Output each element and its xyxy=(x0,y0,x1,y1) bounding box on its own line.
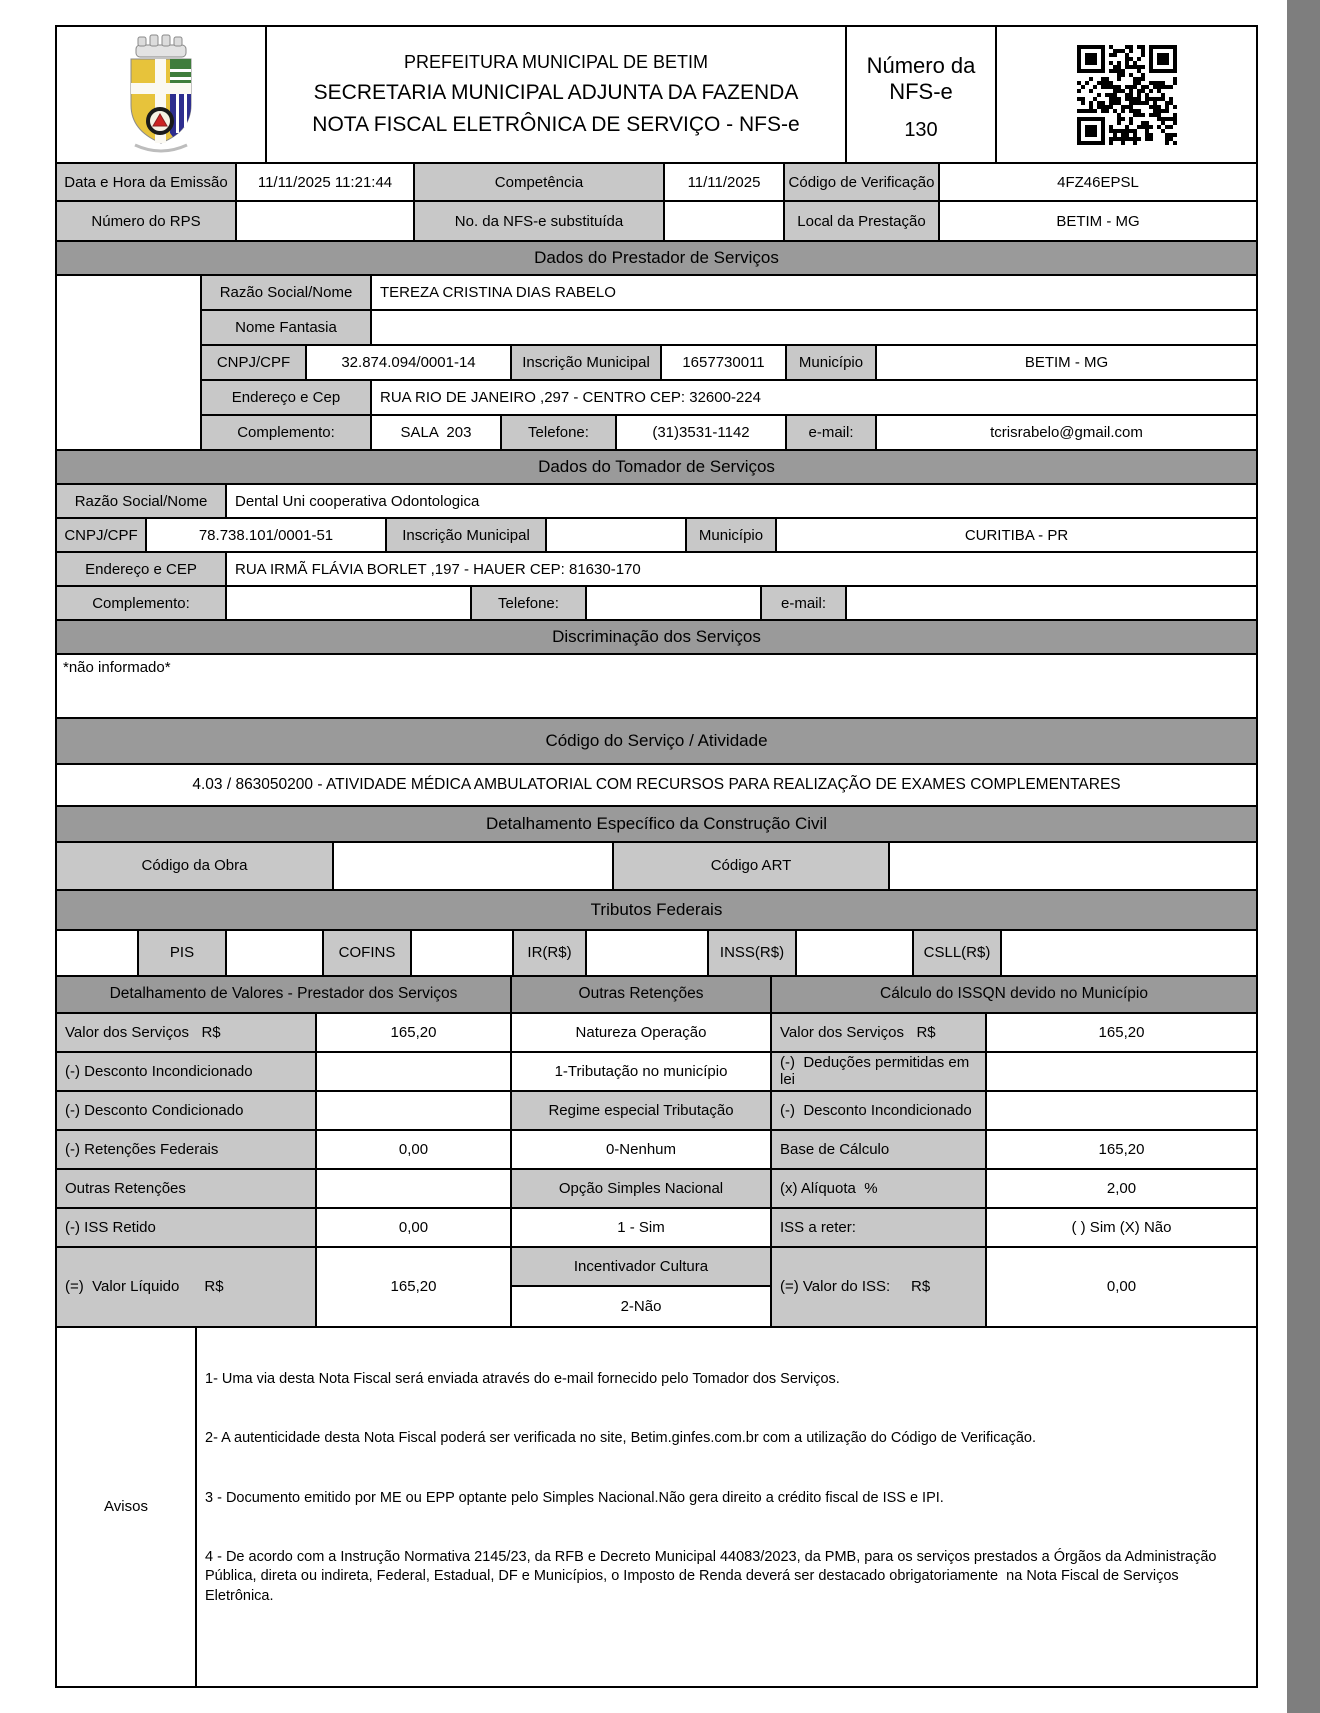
emission-date-label: Data e Hora da Emissão xyxy=(57,164,237,200)
tomador-cnpj-label: CNPJ/CPF xyxy=(57,519,147,551)
tomador-cnpj-row xyxy=(57,519,1256,553)
regime-especial-value: 0-Nenhum xyxy=(512,1131,770,1168)
codigo-art-label: Código ART xyxy=(614,843,890,889)
opcao-simples-value: 1 - Sim xyxy=(512,1209,770,1246)
valores-middle-column xyxy=(512,1014,772,1326)
prestador-endereco-label: Endereço e Cep xyxy=(202,381,372,414)
invoice-header xyxy=(57,27,1256,164)
deducoes-label: (-) Deduções permitidas em lei xyxy=(772,1053,987,1090)
inss-value xyxy=(797,931,912,975)
aviso-line: 3 - Documento emitido por ME ou EPP optante pelo Simples Nacional.Não gera direito a crédito fiscal de ISS e IPI. xyxy=(205,1489,944,1506)
tomador-im-label: Inscrição Municipal xyxy=(387,519,547,551)
prestador-telefone-value: (31)3531-1142 xyxy=(617,416,787,449)
codigo-obra-value xyxy=(334,843,614,889)
prestador-cnpj-label: CNPJ/CPF xyxy=(202,346,307,379)
desconto-condicionado-label: (-) Desconto Condicionado xyxy=(57,1092,317,1129)
valores-left-row xyxy=(57,1092,510,1131)
valores-header-left: Detalhamento de Valores - Prestador dos Serviços xyxy=(57,977,512,1012)
verification-code-label: Código de Verificação xyxy=(785,164,940,200)
rps-value xyxy=(237,202,415,240)
header-titles xyxy=(267,27,847,162)
prestador-razao-label: Razão Social/Nome xyxy=(202,276,372,309)
servico-code-value: 4.03 / 863050200 - ATIVIDADE MÉDICA AMBULATORIAL COM RECURSOS PARA REALIZAÇÃO DE EXAMES COMPLEMENTARES xyxy=(57,765,1256,805)
valores-right-row xyxy=(772,1170,1256,1209)
construcao-row xyxy=(57,843,1256,891)
tomador-telefone-value xyxy=(587,587,762,619)
qr-code xyxy=(1069,37,1185,153)
valores-body xyxy=(57,1014,1256,1328)
tomador-endereco-value: RUA IRMÃ FLÁVIA BORLET ,197 - HAUER CEP: 81630-170 xyxy=(227,553,1256,585)
tomador-im-value xyxy=(547,519,687,551)
retencoes-federais-value: 0,00 xyxy=(317,1131,510,1168)
rps-row xyxy=(57,202,1256,242)
betim-coat-of-arms-icon xyxy=(113,33,209,157)
avisos-row xyxy=(57,1328,1256,1686)
tributos-row xyxy=(57,931,1256,977)
local-prestacao-label: Local da Prestação xyxy=(785,202,940,240)
valor-liquido-value: 165,20 xyxy=(317,1248,510,1326)
nfse-number-label: Número da NFS-e xyxy=(866,53,982,104)
aliquota-value: 2,00 xyxy=(987,1170,1256,1207)
retencoes-federais-label: (-) Retenções Federais xyxy=(57,1131,317,1168)
valores-left-row xyxy=(57,1014,510,1053)
tomador-endereco-label: Endereço e CEP xyxy=(57,553,227,585)
issqn-desconto-label: (-) Desconto Incondicionado xyxy=(772,1092,987,1129)
valor-iss-value: 0,00 xyxy=(987,1248,1256,1326)
valores-left-column xyxy=(57,1014,512,1326)
iss-a-reter-value: ( ) Sim (X) Não xyxy=(987,1209,1256,1246)
valores-right-row xyxy=(772,1209,1256,1248)
base-calculo-value: 165,20 xyxy=(987,1131,1256,1168)
prestador-razao-value: TEREZA CRISTINA DIAS RABELO xyxy=(372,276,1256,309)
servico-code-row xyxy=(57,765,1256,807)
tomador-razao-label: Razão Social/Nome xyxy=(57,485,227,517)
tomador-cnpj-value: 78.738.101/0001-51 xyxy=(147,519,387,551)
issqn-valor-servicos-label: Valor dos Serviços R$ xyxy=(772,1014,987,1051)
valor-liquido-label: (=) Valor Líquido R$ xyxy=(57,1248,317,1326)
aliquota-label: (x) Alíquota % xyxy=(772,1170,987,1207)
issqn-desconto-value xyxy=(987,1092,1256,1129)
nfse-number-cell xyxy=(847,27,997,162)
prestador-fantasia-value xyxy=(372,311,1256,344)
tomador-complemento-label: Complemento: xyxy=(57,587,227,619)
emission-date-value: 11/11/2025 11:21:44 xyxy=(237,164,415,200)
deducoes-value xyxy=(987,1053,1256,1090)
prestador-im-label: Inscrição Municipal xyxy=(512,346,662,379)
substituted-nfse-label: No. da NFS-e substituída xyxy=(415,202,665,240)
prestador-cnpj-value: 32.874.094/0001-14 xyxy=(307,346,512,379)
valores-left-row xyxy=(57,1053,510,1092)
incentivador-cultura-label: Incentivador Cultura xyxy=(512,1248,770,1285)
tomador-razao-value: Dental Uni cooperativa Odontologica xyxy=(227,485,1256,517)
desconto-condicionado-value xyxy=(317,1092,510,1129)
cofins-label: COFINS xyxy=(322,931,412,975)
discriminacao-content: *não informado* xyxy=(57,655,1256,719)
tomador-email-value xyxy=(847,587,1256,619)
valores-right-row xyxy=(772,1248,1256,1326)
prestador-municipio-label: Município xyxy=(787,346,877,379)
servico-section-header: Código do Serviço / Atividade xyxy=(57,719,1256,765)
issqn-valor-servicos-value: 165,20 xyxy=(987,1014,1256,1051)
prestador-fantasia-row xyxy=(202,311,1256,346)
codigo-obra-label: Código da Obra xyxy=(57,843,334,889)
prestador-endereco-value: RUA RIO DE JANEIRO ,297 - CENTRO CEP: 32600-224 xyxy=(372,381,1256,414)
qr-cell xyxy=(997,27,1256,162)
discriminacao-section-header: Discriminação dos Serviços xyxy=(57,621,1256,655)
csll-label: CSLL(R$) xyxy=(912,931,1002,975)
document-title: NOTA FISCAL ELETRÔNICA DE SERVIÇO - NFS-e xyxy=(312,113,800,136)
regime-especial-label: Regime especial Tributação xyxy=(512,1092,770,1129)
prestador-endereco-row xyxy=(202,381,1256,416)
valores-left-row xyxy=(57,1248,510,1326)
pis-value xyxy=(227,931,322,975)
codigo-art-value xyxy=(890,843,1256,889)
prestador-email-value: tcrisrabelo@gmail.com xyxy=(877,416,1256,449)
inss-label: INSS(R$) xyxy=(707,931,797,975)
avisos-text xyxy=(197,1328,1256,1686)
tributos-section-header: Tributos Federais xyxy=(57,891,1256,931)
desconto-incondicionado-label: (-) Desconto Incondicionado xyxy=(57,1053,317,1090)
prestador-telefone-label: Telefone: xyxy=(502,416,617,449)
org-department: SECRETARIA MUNICIPAL ADJUNTA DA FAZENDA xyxy=(313,81,799,104)
ir-label: IR(R$) xyxy=(512,931,587,975)
viewer-right-gutter xyxy=(1287,0,1320,1713)
desconto-incondicionado-value xyxy=(317,1053,510,1090)
iss-a-reter-label: ISS a reter: xyxy=(772,1209,987,1246)
valores-left-row xyxy=(57,1170,510,1209)
valores-right-row xyxy=(772,1092,1256,1131)
local-prestacao-value: BETIM - MG xyxy=(940,202,1256,240)
valores-right-row xyxy=(772,1014,1256,1053)
base-calculo-label: Base de Cálculo xyxy=(772,1131,987,1168)
pis-label: PIS xyxy=(137,931,227,975)
tomador-complemento-value xyxy=(227,587,472,619)
valores-left-row xyxy=(57,1131,510,1170)
iss-retido-value: 0,00 xyxy=(317,1209,510,1246)
tomador-municipio-label: Município xyxy=(687,519,777,551)
prestador-im-value: 1657730011 xyxy=(662,346,787,379)
valor-servicos-value: 165,20 xyxy=(317,1014,510,1051)
valor-servicos-label: Valor dos Serviços R$ xyxy=(57,1014,317,1051)
valor-iss-label: (=) Valor do ISS: R$ xyxy=(772,1248,987,1326)
construcao-section-header: Detalhamento Específico da Construção Civil xyxy=(57,807,1256,843)
tomador-municipio-value: CURITIBA - PR xyxy=(777,519,1256,551)
tributacao-municipio-value: 1-Tributação no município xyxy=(512,1053,770,1090)
tomador-email-label: e-mail: xyxy=(762,587,847,619)
csll-value xyxy=(1002,931,1256,975)
aviso-line: 2- A autenticidade desta Nota Fiscal poderá ser verificada no site, Betim.ginfes.com.br com a utilização do Código de Verificação. xyxy=(205,1430,1036,1447)
prestador-complemento-label: Complemento: xyxy=(202,416,372,449)
valores-header-right: Cálculo do ISSQN devido no Município xyxy=(772,977,1256,1012)
valores-header-mid: Outras Retenções xyxy=(512,977,772,1012)
valores-right-row xyxy=(772,1053,1256,1092)
ir-value xyxy=(587,931,707,975)
substituted-nfse-value xyxy=(665,202,785,240)
valores-header-row xyxy=(57,977,1256,1014)
valores-right-column xyxy=(772,1014,1256,1326)
prestador-section-header: Dados do Prestador de Serviços xyxy=(57,242,1256,276)
tomador-block xyxy=(57,485,1256,621)
nfse-number-value: 130 xyxy=(904,118,938,141)
tomador-endereco-row xyxy=(57,553,1256,587)
valores-left-row xyxy=(57,1209,510,1248)
prestador-fantasia-label: Nome Fantasia xyxy=(202,311,372,344)
incentivador-cultura-value: 2-Não xyxy=(512,1287,770,1326)
tomador-razao-row xyxy=(57,485,1256,519)
tomador-section-header: Dados do Tomador de Serviços xyxy=(57,451,1256,485)
tomador-telefone-label: Telefone: xyxy=(472,587,587,619)
prestador-complemento-value: SALA 203 xyxy=(372,416,502,449)
org-name: PREFEITURA MUNICIPAL DE BETIM xyxy=(403,52,709,72)
valores-right-row xyxy=(772,1131,1256,1170)
prestador-logo-spacer xyxy=(57,276,202,449)
prestador-municipio-value: BETIM - MG xyxy=(877,346,1256,379)
competencia-label: Competência xyxy=(415,164,665,200)
tributos-gap xyxy=(57,931,137,975)
outras-retencoes-label: Outras Retenções xyxy=(57,1170,317,1207)
avisos-label: Avisos xyxy=(57,1328,197,1686)
rps-label: Número do RPS xyxy=(57,202,237,240)
prestador-razao-row xyxy=(202,276,1256,311)
prestador-cnpj-row xyxy=(202,346,1256,381)
nfse-invoice-page xyxy=(55,25,1258,1688)
emission-row xyxy=(57,164,1256,202)
competencia-value: 11/11/2025 xyxy=(665,164,785,200)
prestador-email-label: e-mail: xyxy=(787,416,877,449)
cofins-value xyxy=(412,931,512,975)
aviso-line: 1- Uma via desta Nota Fiscal será enviada através do e-mail fornecido pelo Tomador dos Serviços. xyxy=(205,1371,840,1388)
opcao-simples-label: Opção Simples Nacional xyxy=(512,1170,770,1207)
aviso-line: 4 - De acordo com a Instrução Normativa 2145/23, da RFB e Decreto Municipal 44083/2023, da PMB, para os serviços prestados a Órgãos da Administração Pública, direta ou indireta, Federal, Estadual, DF e Municípios, o Imposto de Renda deverá ser destacado obrigatoriamente na Nota Fiscal de Serviços Eletrônica. xyxy=(205,1548,1221,1605)
prestador-block xyxy=(57,276,1256,451)
iss-retido-label: (-) ISS Retido xyxy=(57,1209,317,1246)
tomador-complemento-row xyxy=(57,587,1256,619)
outras-retencoes-value xyxy=(317,1170,510,1207)
verification-code-value: 4FZ46EPSL xyxy=(940,164,1256,200)
natureza-operacao-label: Natureza Operação xyxy=(512,1014,770,1051)
prestador-complemento-row xyxy=(202,416,1256,449)
logo-cell xyxy=(57,27,267,162)
